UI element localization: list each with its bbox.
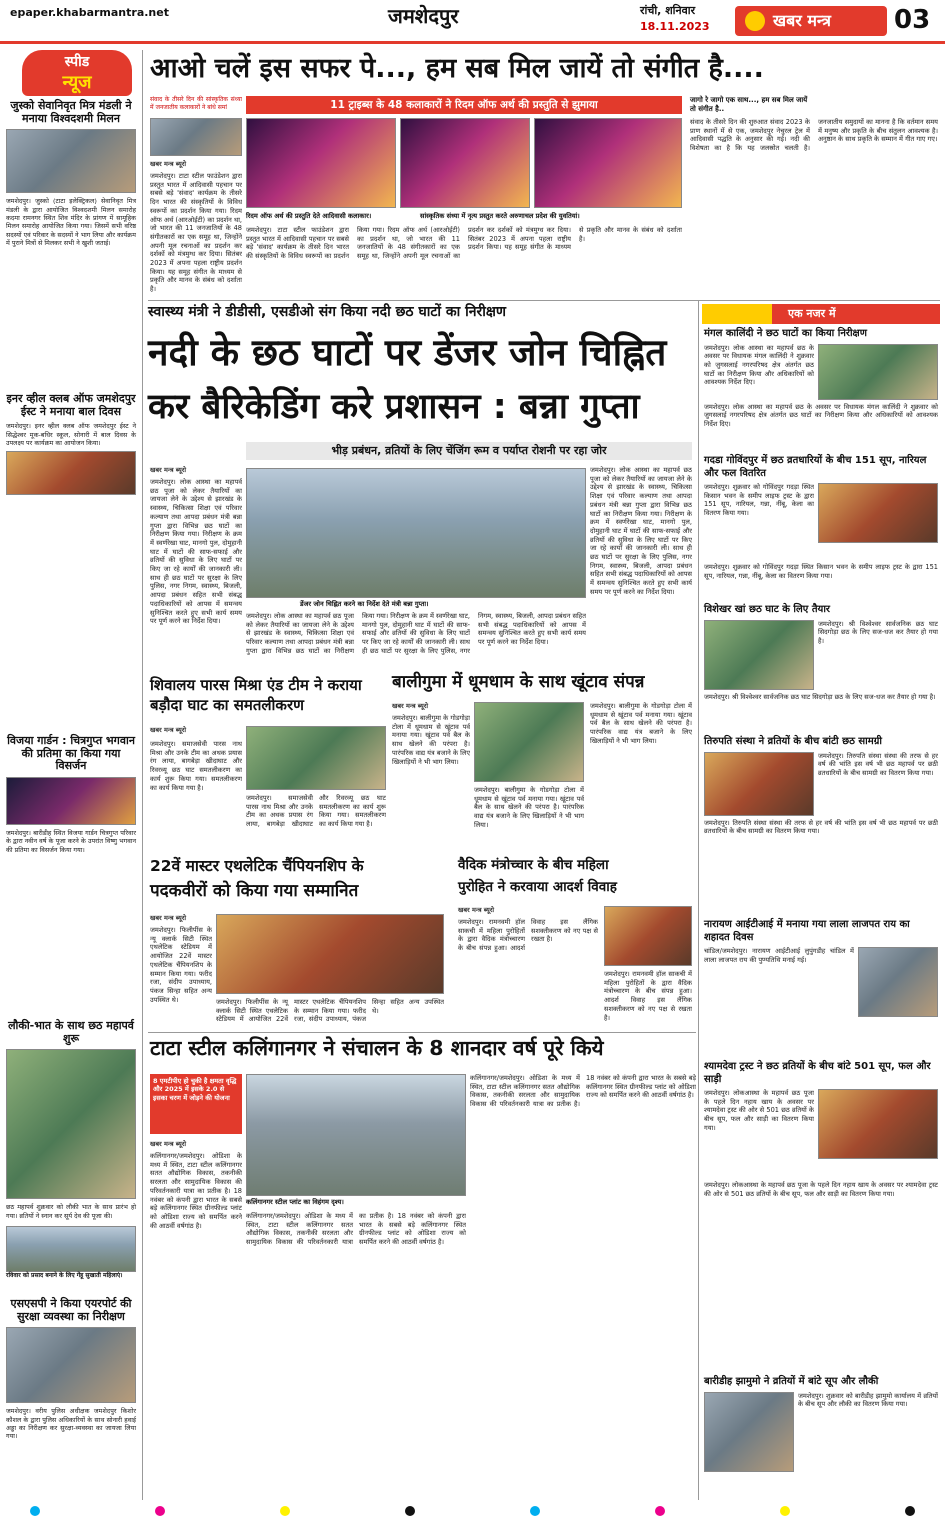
left-column-4 [6, 1020, 136, 1279]
athletic-body: जमशेदपुर। फिलीपींस के न्यू क्लार्क सिटी स्थित एथलेटिक स्टेडियम में आयोजित 22वें मास्टर एथलेटिक चैंपियनशिप के सम्मान किया गया। फरीद रजा, संदीप उपाध्याय, पंकज सिन्हा सहित अन्य उपस्थित थे। [150, 926, 212, 1004]
lead-body-col1: जमशेदपुर। टाटा स्टील फाउंडेशन द्वारा प्रस्तुत भारत में आदिवासी पहचान पर सबसे बड़े 'संवाद' कार्यक्रम के तीसरे दिन भारत की संस्कृतियों के विविध स्वरूपों का प्रदर्शन किया गया। रिदम ऑफ अर्थ (आरओईटी) का प्रदर्शन था, जो भारत की 11 जनजातियों के 48 संगीतकारों का एक समूह था, जिन्होंने अपनी मूल रचनाओं का प्रदर्शन कर दर्शकों को मंत्रमुग्ध कर दिया। सितंबर 2023 में अपना पहला राष्ट्रीय प्रदर्शन किया। यह समूह संगीत के माध्यम से प्रकृति और मानव के संबंध को दर्शाता है। [150, 172, 242, 294]
chhath-caption: डेंजर जोन चिह्नित करने का निर्देश देते मंत्री बन्ना गुप्ता। [300, 600, 429, 608]
athletic-byline: खबर मन्त्र ब्यूरो [150, 914, 187, 922]
lead-caption-1: रिदम ऑफ अर्थ की प्रस्तुति देते आदिवासी कलाकार। [246, 212, 372, 220]
brand-logo [735, 6, 887, 36]
yellow-mark [780, 1506, 790, 1516]
vedic-body: जमशेदपुर। रामनवमी हॉल साकची में महिला पुरोहितों के द्वारा वैदिक मंत्रोच्चारण के बीच संपन्न हुआ। आदर्श विवाह इस लैंगिक सशक्तीकरण को नए पक्ष से रखता है। [458, 918, 598, 953]
athletic-photo [216, 914, 444, 994]
nazar-text: जमशेदपुर। तिरुपति संस्था संस्था की तरफ से हर वर्ष की भांति इस वर्ष भी छठ महापर्व पर छठी व्रतधारियों के बीच सामग्री का वितरण किया गया। [818, 751, 938, 777]
cyan-mark [530, 1506, 540, 1516]
nazar-headline: तिरुपति संस्था ने व्रतियों के बीच बांटी छठ सामग्री [704, 736, 882, 747]
tata-body-col1: कलिंगानगर/जमशेदपुर। ओडिशा के मध्य में स्थित, टाटा स्टील कलिंगानगर सतत औद्योगिक विकास, तकनीकी सरलता और सामुदायिक विकास की परिवर्तनकारी यात्रा का प्रतीक है। 18 नवंबर को कंपनी द्वारा भारत के सबसे बड़े कलिंगानगर स्थित ग्रीनफील्ड प्लांट को ओडिशा राज्य को समर्पित करने की आठवीं वर्षगांठ है। [150, 1152, 242, 1230]
yellow-mark [280, 1506, 290, 1516]
left-story-text: जमशेदपुर। जुस्को (टाटा इलेक्ट्रिकल) सेवानिवृत मित्र मंडली के द्वारा आयोजित विश्वदशमी मिलन समारोह कदमा रामनगर स्थित शिव मंदिर के प्रांगण में सामूहिक मिलन समारोह आयोजित किया गया। जिसमें सभी वरिष्ठ सदस्यों एवं परिवार के सदस्यों ने भाग लिया और कार्यक्रम में पुराने मित्रों से मिलकर सभी ने खुशी जताई। [6, 197, 136, 247]
left-story-headline: एसएसपी ने किया एयरपोर्ट की सुरक्षा व्यवस्था का निरीक्षण [10, 1297, 132, 1323]
speed-news-badge [22, 50, 132, 96]
left-story-headline: लौकी-भात के साथ छठ महापर्व शुरू [8, 1019, 134, 1045]
nazar-item-3 [704, 604, 938, 733]
tata-caption: कलिंगानगर स्टील प्लांट का विहंगम दृश्य। [246, 1198, 344, 1206]
nazar-photo [704, 752, 814, 816]
left-column-3 [6, 735, 136, 854]
ek-nazar-header [702, 304, 940, 324]
edition-city: जमशेदपुर [388, 4, 459, 28]
nazar-text: जमशेदपुर। शुक्रवार को गोविंदपुर गदड़ा स्थित किसान भवन के समीप लाइफ ट्रस्ट के द्वारा 151 सूप, नारियल, गन्ना, नींबू, केला का वितरण किया गया। [704, 483, 814, 518]
tata-body-right: कलिंगानगर/जमशेदपुर। ओडिशा के मध्य में स्थित, टाटा स्टील कलिंगानगर सतत औद्योगिक विकास, तकनीकी सरलता और सामुदायिक विकास की परिवर्तनकारी यात्रा का प्रतीक है। 18 नवंबर को कंपनी द्वारा भारत के सबसे बड़े कलिंगानगर स्थित ग्रीनफील्ड प्लांट को ओडिशा राज्य को समर्पित करने की आठवीं वर्षगांठ है। [470, 1074, 696, 1109]
vedic-byline: खबर मन्त्र ब्यूरो [458, 906, 495, 914]
ek-nazar-label: एक नजर में [788, 307, 836, 321]
nazar-headline: विशेखर खां छठ घाट के लिए तैयार [704, 604, 830, 615]
brand-badge-icon [702, 304, 772, 324]
page-number: 03 [894, 5, 931, 35]
vedic-body-2: जमशेदपुर। रामनवमी हॉल साकची में महिला पुरोहितों के द्वारा वैदिक मंत्रोच्चारण के बीच संपन्न हुआ। आदर्श विवाह इस लैंगिक सशक्तीकरण को नए पक्ष से रखता है। [604, 970, 692, 1022]
lead-byline: खबर मन्त्र ब्यूरो [150, 160, 187, 168]
chhath-body-right: जमशेदपुर। लोक आस्था का महापर्व छठ पूजा को लेकर तैयारियों का जायजा लेने के उद्देश्य से झारखंड के स्वास्थ्य, चिकित्सा शिक्षा एवं परिवार कल्याण तथा आपदा प्रबंधन मंत्री बन्ना गुप्ता द्वारा विभिन्न छठ घाटों का निरीक्षण किया गया। निरीक्षण के क्रम में स्वर्णरेखा घाट, मानगो पुल, दोमुहानी घाट में घाटों की साफ-सफाई और व्रतियों की सुविधा के लिए घाटों पर किए जा रहे कार्यों की जानकारी ली। साथ ही छठ घाटों पर सुरक्षा के लिए पुलिस, नगर निगम, स्वास्थ्य, बिजली, आपदा प्रबंधन सहित सभी संबद्ध पदाधिकारियों को आपस में समन्वय सुनिश्चित करते हुए सभी कार्य समय पर पूर्ण करने का निर्देश दिया। [590, 466, 692, 596]
baligumma-byline: खबर मन्त्र ब्यूरो [392, 702, 429, 710]
left-story-text: जमशेदपुर। इनर व्हील क्लब ऑफ जमशेदपुर ईस्ट ने सिद्धेश्वर मूक-बधिर स्कूल, सोनारी में बाल दिवस के उपलक्ष्य पर कार्यक्रम का आयोजन किया। [6, 422, 136, 447]
news-label: न्यूज [62, 71, 92, 93]
column-rule [698, 300, 699, 1500]
nazar-text-more: जमशेदपुर। श्री विश्वेश्वर सार्वजनिक छठ घाट सिदगोड़ा छठ के लिए सज-धज कर तैयार हो गया है। [704, 692, 936, 701]
baligumma-body-2: जमशेदपुर। बालीगुमा के गोडगोड़ा टोला में धूमधाम से खूंटाव पर्व मनाया गया। खूंटाव पर्व बैल के साथ खेलने की परंपरा है। पारंपरिक वाद्य यंत्र बजाने के लिए खिलाड़ियों ने भी भाग लिया। [474, 786, 584, 829]
nazar-item-2 [704, 454, 938, 603]
tata-byline: खबर मन्त्र ब्यूरो [150, 1140, 187, 1148]
chhath-byline: खबर मन्त्र ब्यूरो [150, 466, 187, 474]
lead-tagline: 11 ट्राइब्स के 48 कलाकारों ने रिदम ऑफ अर्थ की प्रस्तुति से झुमाया [246, 96, 682, 114]
baligumma-photo [474, 702, 584, 782]
section-rule [148, 1032, 696, 1033]
nazar-item-1 [704, 328, 938, 461]
lead-body-cols: जमशेदपुर। टाटा स्टील फाउंडेशन द्वारा प्रस्तुत भारत में आदिवासी पहचान पर सबसे बड़े 'संवाद' कार्यक्रम के तीसरे दिन भारत की संस्कृतियों के विविध स्वरूपों का प्रदर्शन किया गया। रिदम ऑफ अर्थ (आरओईटी) का प्रदर्शन था, जो भारत की 11 जनजातियों के 48 संगीतकारों का एक समूह था, जिन्होंने अपनी मूल रचनाओं का प्रदर्शन कर दर्शकों को मंत्रमुग्ध कर दिया। सितंबर 2023 में अपना पहला राष्ट्रीय प्रदर्शन किया। यह समूह संगीत के माध्यम से प्रकृति और मानव के संबंध को दर्शाता है। [246, 226, 682, 261]
left-story-headline: विजया गार्डन : चित्रगुप्त भगवान की प्रतिमा का किया गया विसर्जन [7, 734, 135, 773]
nazar-item-5 [704, 918, 938, 1047]
logo-icon [745, 11, 765, 31]
nazar-photo [818, 1089, 938, 1159]
chhath-kicker: स्वास्थ्य मंत्री ने डीडीसी, एसडीओ संग किया नदी छठ घाटों का निरीक्षण [148, 304, 507, 320]
cyan-mark [30, 1506, 40, 1516]
black-mark [405, 1506, 415, 1516]
tata-pull-quote: 8 एमटीपीए हो चुकी है क्षमता वृद्धि और 2025 में इसके 2.0 से इसका चरण में जोड़ने की योजना [150, 1074, 242, 1134]
nazar-text: चांडिल/जमशेदपुर। नारायण आईटीआई लुपुंगडीह चांडिल में लाला लाजपत राय की पुण्यतिथि मनाई गई। [704, 947, 854, 964]
left-column-2 [6, 393, 136, 495]
athletic-headline-2: पदकवीरों को किया गया सम्मानित [150, 881, 359, 901]
chhath-tagline: भीड़ प्रबंधन, व्रतियों के लिए चेंजिंग रूम व पर्याप्त रोशनी पर रहा जोर [246, 442, 692, 460]
section-rule [148, 300, 940, 301]
nazar-headline: बारीडीह झामुमो ने व्रतियों में बांटे सूप और लौकी [704, 1376, 879, 1387]
nazar-photo [704, 620, 814, 690]
left-story-photo [6, 1049, 136, 1199]
tata-body-cols: कलिंगानगर/जमशेदपुर। ओडिशा के मध्य में स्थित, टाटा स्टील कलिंगानगर सतत औद्योगिक विकास, तकनीकी सरलता और सामुदायिक विकास की परिवर्तनकारी यात्रा का प्रतीक है। 18 नवंबर को कंपनी द्वारा भारत के सबसे बड़े कलिंगानगर स्थित ग्रीनफील्ड प्लांट को ओडिशा राज्य को समर्पित करने की आठवीं वर्षगांठ है। [246, 1212, 466, 1247]
lead-right-body: संवाद के तीसरे दिन की शुरुआत संवाद 2023 के प्राण स्थानों में से एक, जमशेदपुर नेचुरल ट्रेल में आदिवासी पद्धति के अनुसार की गई। नदी की विशेषता का है कि यह जलस्रोत चलती है। जनजातीय समुदायों का मानना है कि वर्तमान समय में मनुष्य और प्रकृति के बीच संतुलन आवश्यक है। अनुष्ठान के साथ प्रकृति के सम्मान में गीत गाए गए। [690, 118, 938, 153]
left-story-text: जमशेदपुर। बारीडीह स्थित विजया गार्डन चित्रगुप्त परिवार के द्वारा नवीन वर्ष के पूजा करने के उपरांत विष्णु भगवान की प्रतिमा का विसर्जन किया गया। [6, 828, 136, 854]
shivalay-photo [246, 726, 386, 790]
speed-label: स्पीड [64, 54, 90, 70]
lead-photo-3 [534, 118, 682, 208]
shivalay-body-cols: जमशेदपुर। समाजसेवी पारस नाथ मिश्रा और उनके टीम का अथक प्रयास रंग लाया, बागबेड़ा खीदाघाट और रिवरव्यू छठ घाट समतलीकरण का कार्य शुरू किया गया। समतलीकरण का कार्य किया गया है। [246, 794, 386, 829]
nazar-text: जमशेदपुर। शुक्रवार को बारीडीह झामुमो कार्यालय में व्रतियों के बीच सूप और लौकी का वितरण किया गया। [798, 1391, 938, 1409]
baligumma-body-3: जमशेदपुर। बालीगुमा के गोडगोड़ा टोला में धूमधाम से खूंटाव पर्व मनाया गया। खूंटाव पर्व बैल के साथ खेलने की परंपरा है। पारंपरिक वाद्य यंत्र बजाने के लिए खिलाड़ियों ने भी भाग लिया। [590, 702, 692, 745]
nazar-item-6 [704, 1060, 938, 1241]
tata-plant-photo [246, 1074, 466, 1196]
lead-right-headline: जागो रे जागो एक साथ..., हम सब मिल जायें तो संगीत है.. [690, 96, 808, 113]
nazar-text-more: जमशेदपुर। लोकआस्था के महापर्व छठ पूजा के पहले दिन नहाय खाय के अवसर पर श्यामदेवा ट्रस्ट की ओर से 501 छठ व्रतियों के बीच सूप, फल और साड़ी का वितरण किया गया। [704, 1181, 938, 1198]
chhath-headline-1: नदी के छठ घाटों पर डेंजर जोन चिह्नित [148, 331, 667, 374]
brand-name: खबर मन्त्र [773, 11, 831, 30]
left-story-photo [6, 777, 136, 825]
shivalay-byline: खबर मन्त्र ब्यूरो [150, 726, 187, 734]
nazar-photo [704, 1392, 794, 1472]
vedic-headline-1: वैदिक मंत्रोच्चार के बीच महिला [458, 857, 609, 873]
nazar-item-4 [704, 736, 938, 919]
left-caption-photo [6, 1226, 136, 1272]
nazar-headline: श्यामदेवा ट्रस्ट ने छठ व्रतियों के बीच बांटे 501 सूप, फल और साड़ी [704, 1061, 931, 1085]
vedic-photo [604, 906, 692, 966]
nazar-text-more: जमशेदपुर। तिरुपति संस्था संस्था की तरफ से हर वर्ष की भांति इस वर्ष भी छठ महापर्व पर छठी व्रतधारियों के बीच सामग्री का वितरण किया गया। [704, 818, 938, 836]
site-url[interactable]: epaper.khabarmantra.net [10, 6, 169, 19]
lead-caption-2: सांस्कृतिक संध्या में नृत्य प्रस्तुत करते अरुणाचल प्रदेश की युवतियां। [420, 212, 580, 220]
nazar-headline: गदडा गोविंदपुर में छठ व्रतधारियों के बीच 151 सूप, नारियल और फल वितरित [704, 455, 927, 479]
tata-headline: टाटा स्टील कलिंगानगर ने संचालन के 8 शानदार वर्ष पूरे किये [150, 1036, 604, 1060]
baligumma-headline: बालीगुमा में धूमधाम के साथ खूंटाव संपन्न [392, 672, 645, 692]
magenta-mark [155, 1506, 165, 1516]
athletic-headline-1: 22वें मास्टर एथलेटिक चैंपियनशिप के [150, 857, 364, 875]
print-registration-bar [0, 1505, 945, 1517]
left-column [6, 100, 136, 247]
lead-kicker: संवाद के तीसरे दिन की सांस्कृतिक संध्या में जनजातीय कलाकारों ने बांधे समां [150, 96, 242, 111]
nazar-photo [818, 344, 938, 400]
nazar-headline: नारायण आईटीआई में मनाया गया लाला लाजपत राय का शहादत दिवस [704, 919, 910, 943]
left-story-headline: जुस्को सेवानिवृत मित्र मंडली ने मनाया विश्वदशमी मिलन [10, 99, 132, 125]
nazar-item-7 [704, 1376, 938, 1502]
nazar-photo [818, 483, 938, 543]
left-story-photo [6, 451, 136, 495]
nazar-text: जमशेदपुर। लोक आस्था का महापर्व छठ के अवसर पर विधायक मंगल कालिंदी ने शुक्रवार को जुगसलाई नगरपरिषद क्षेत्र अंतर्गत छठ घाटों का निरीक्षण किया और अधिकारियों को आवश्यक निर्देश दिए। [704, 343, 814, 387]
lead-side-photo [150, 118, 242, 156]
athletic-body-cols: जमशेदपुर। फिलीपींस के न्यू क्लार्क सिटी स्थित एथलेटिक स्टेडियम में आयोजित 22वें मास्टर एथलेटिक चैंपियनशिप के सम्मान किया गया। फरीद रजा, संदीप उपाध्याय, पंकज सिन्हा सहित अन्य उपस्थित थे। [216, 998, 444, 1024]
left-story-text: छठ महापर्व शुक्रवार को लौकी भात के साथ प्रारंभ हो गया। व्रतियों ने स्नान कर सूर्य देव की पूजा की। [6, 1203, 136, 1220]
edition-place: रांची, शनिवार [640, 4, 696, 17]
nazar-headline: मंगल कालिंदी ने छठ घाटों का किया निरीक्षण [704, 328, 867, 339]
chhath-body-col1: जमशेदपुर। लोक आस्था का महापर्व छठ पूजा को लेकर तैयारियों का जायजा लेने के उद्देश्य से झारखंड के स्वास्थ्य, चिकित्सा शिक्षा एवं परिवार कल्याण तथा आपदा प्रबंधन मंत्री बन्ना गुप्ता द्वारा विभिन्न छठ घाटों का निरीक्षण किया गया। निरीक्षण के क्रम में स्वर्णरेखा घाट, मानगो पुल, दोमुहानी घाट में घाटों की साफ-सफाई और व्रतियों की सुविधा के लिए घाटों पर किए जा रहे कार्यों की जानकारी ली। साथ ही छठ घाटों पर सुरक्षा के लिए पुलिस, नगर निगम, स्वास्थ्य, बिजली, आपदा प्रबंधन सहित सभी संबद्ध पदाधिकारियों को आपस में समन्वय सुनिश्चित करते हुए सभी कार्य समय पर पूर्ण करने का निर्देश दिया। [150, 478, 242, 626]
black-mark [905, 1506, 915, 1516]
left-story-photo [6, 1327, 136, 1403]
left-story-headline: इनर व्हील क्लब ऑफ जमशेदपुर ईस्ट ने मनाया बाल दिवस [6, 392, 136, 418]
lead-photo-2 [400, 118, 530, 208]
baligumma-body: जमशेदपुर। बालीगुमा के गोडगोड़ा टोला में धूमधाम से खूंटाव पर्व मनाया गया। खूंटाव पर्व बैल के साथ खेलने की परंपरा है। पारंपरिक वाद्य यंत्र बजाने के लिए खिलाड़ियों ने भी भाग लिया। [392, 714, 470, 766]
chhath-photo [246, 468, 586, 598]
lead-headline: आओ चलें इस सफर पे..., हम सब मिल जायें तो संगीत है.... [150, 53, 764, 84]
left-story-text: जमशेदपुर। वरीय पुलिस अधीक्षक जमशेदपुर किशोर कौशल के द्वारा पुलिस अधिकारियों के साथ सोनारी हवाई अड्डा का निरीक्षण कर सुरक्षा-व्यवस्था का जायजा लिया गया। [6, 1407, 136, 1441]
masthead [0, 0, 945, 44]
nazar-text: जमशेदपुर। श्री विश्वेश्वर सार्वजनिक छठ घाट सिदगोड़ा छठ के लिए सज-धज कर तैयार हो गया है। [818, 619, 938, 645]
shivalay-body: जमशेदपुर। समाजसेवी पारस नाथ मिश्रा और उनके टीम का अथक प्रयास रंग लाया, बागबेड़ा खीदाघाट और रिवरव्यू छठ घाट समतलीकरण का कार्य शुरू किया गया। समतलीकरण का कार्य किया गया है। [150, 740, 242, 792]
chhath-headline-2: कर बैरिकेडिंग करे प्रशासन : बन्ना गुप्ता [148, 387, 640, 427]
column-rule [142, 50, 143, 1500]
edition-date: 18.11.2023 [640, 20, 710, 33]
shivalay-headline: शिवालय पारस मिश्रा एंड टीम ने कराया बड़ौदा घाट का समतलीकरण [150, 676, 362, 714]
left-photo-caption: रविवार को प्रसाद बनाने के लिए गेंहू सुखाती महिलाएं। [6, 1271, 123, 1279]
lead-photo-1 [246, 118, 396, 208]
nazar-photo [858, 947, 938, 1017]
nazar-text: जमशेदपुर। लोकआस्था के महापर्व छठ पूजा के पहले दिन नहाय खाय के अवसर पर श्यामदेवा ट्रस्ट की ओर से 501 छठ व्रतियों के बीच सूप, फल और साड़ी का वितरण किया गया। [704, 1089, 814, 1132]
nazar-text-more: जमशेदपुर। शुक्रवार को गोविंदपुर गदड़ा स्थित किसान भवन के समीप लाइफ ट्रस्ट के द्वारा 151 सूप, नारियल, गन्ना, नींबू, केला का वितरण किया गया। [704, 563, 938, 580]
left-story-photo [6, 129, 136, 193]
nazar-text-more: जमशेदपुर। लोक आस्था का महापर्व छठ के अवसर पर विधायक मंगल कालिंदी ने शुक्रवार को जुगसलाई नगरपरिषद क्षेत्र अंतर्गत छठ घाटों का निरीक्षण किया और अधिकारियों को आवश्यक निर्देश दिए। [704, 402, 938, 428]
left-column-5 [6, 1298, 136, 1441]
chhath-body-cols: जमशेदपुर। लोक आस्था का महापर्व छठ पूजा को लेकर तैयारियों का जायजा लेने के उद्देश्य से झारखंड के स्वास्थ्य, चिकित्सा शिक्षा एवं परिवार कल्याण तथा आपदा प्रबंधन मंत्री बन्ना गुप्ता द्वारा विभिन्न छठ घाटों का निरीक्षण किया गया। निरीक्षण के क्रम में स्वर्णरेखा घाट, मानगो पुल, दोमुहानी घाट में घाटों की साफ-सफाई और व्रतियों की सुविधा के लिए घाटों पर किए जा रहे कार्यों की जानकारी ली। साथ ही छठ घाटों पर सुरक्षा के लिए पुलिस, नगर निगम, स्वास्थ्य, बिजली, आपदा प्रबंधन सहित सभी संबद्ध पदाधिकारियों को आपस में समन्वय सुनिश्चित करते हुए सभी कार्य समय पर पूर्ण करने का निर्देश दिया। [246, 612, 586, 655]
magenta-mark [655, 1506, 665, 1516]
vedic-headline-2: पुरोहित ने करवाया आदर्श विवाह [458, 879, 617, 895]
